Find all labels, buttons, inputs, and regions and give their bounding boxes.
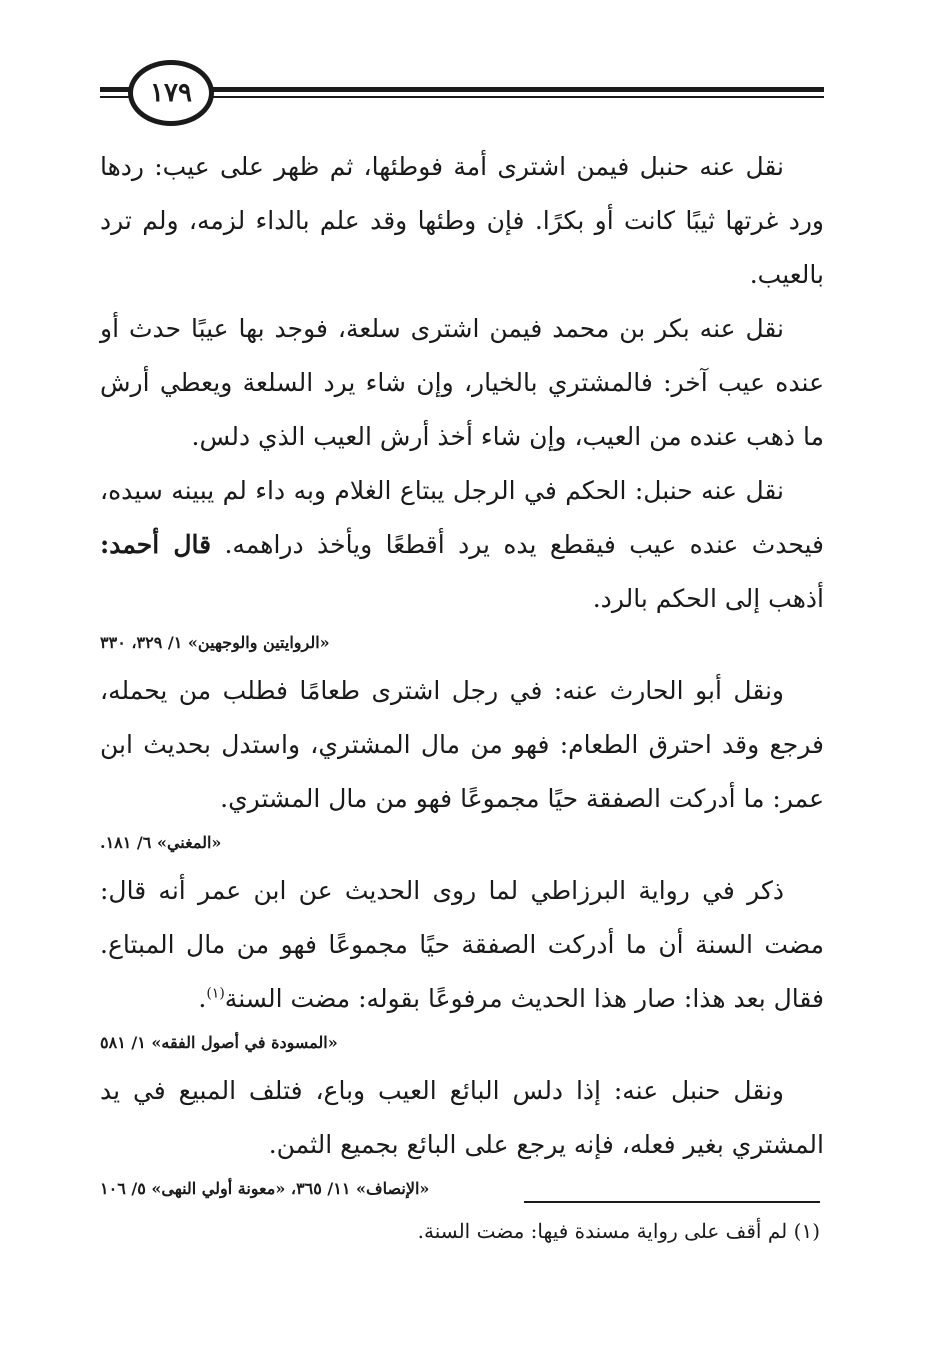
reference-4: «المغني» ٦/ ١٨١. — [100, 833, 222, 852]
reference-5: «المسودة في أصول الفقه» ١/ ٥٨١ — [100, 1033, 338, 1052]
paragraph-3 — [100, 464, 824, 626]
paragraph-1: نقل عنه حنبل فيمن اشترى أمة فوطئها، ثم ظهر على عيب: ردها ورد غرتها ثيبًا كانت أو بكرًا. فإن وطئها وقد علم بالداء لزمه، ولم ترد بالعيب. — [100, 152, 824, 289]
page-body — [100, 140, 824, 1210]
paragraph-5 — [100, 864, 824, 1026]
reference-6: «الإنصاف» ١١/ ٣٦٥، «معونة أولي النهى» ٥/ ١٠٦ — [100, 1179, 430, 1198]
page-header — [100, 58, 824, 122]
reference-3: «الروايتين والوجهين» ١/ ٣٢٩، ٣٣٠ — [100, 633, 330, 652]
paragraph-5-end: . — [198, 984, 207, 1013]
footnote-marker[interactable]: (١) — [206, 985, 225, 1002]
paragraph-3-text-end: أذهب إلى الحكم بالرد. — [592, 584, 824, 613]
paragraph-4: ونقل أبو الحارث عنه: في رجل اشترى طعامًا فطلب من يحمله، فرجع وقد احترق الطعام: فهو من مال المشتري، واستدل بحديث ابن عمر: ما أدركت الصفقة حيًا مجموعًا فهو من مال المشتري. — [100, 676, 824, 813]
paragraph-5-text: ذكر في رواية البرزاطي لما روى الحديث عن ابن عمر أنه قال: مضت السنة أن ما أدركت الصفقة حيًا مجموعًا فهو من مال المبتاع. فقال بعد هذا: صار هذا الحديث مرفوعًا بقوله: مضت السنة — [100, 876, 824, 1013]
footnote-separator — [524, 1201, 820, 1203]
footnote-text: لم أقف على رواية مسندة فيها: مضت السنة. — [417, 1219, 788, 1243]
paragraph-3-bold: قال أحمد: — [100, 530, 212, 559]
paragraph-6: ونقل حنبل عنه: إذا دلس البائع العيب وباع، فتلف المبيع في يد المشتري بغير فعله، فإنه يرجع على البائع بجميع الثمن. — [100, 1076, 824, 1159]
footnote — [100, 1215, 820, 1247]
paragraph-2: نقل عنه بكر بن محمد فيمن اشترى سلعة، فوجد بها عيبًا حدث أو عنده عيب آخر: فالمشتري بالخيار، وإن شاء يرد السلعة ويعطي أرش ما ذهب عنده من العيب، وإن شاء أخذ أرش العيب الذي دلس. — [100, 314, 824, 451]
paragraph-3-text: نقل عنه حنبل: الحكم في الرجل يبتاع الغلام وبه داء لم يبينه سيده، فيحدث عنده عيب فيقطع يده يرد أقطعًا ويأخذ دراهمه. — [100, 476, 824, 559]
page-number-badge — [128, 60, 214, 126]
page-number: ١٧٩ — [150, 78, 192, 108]
footnote-mark: (١) — [793, 1219, 820, 1243]
